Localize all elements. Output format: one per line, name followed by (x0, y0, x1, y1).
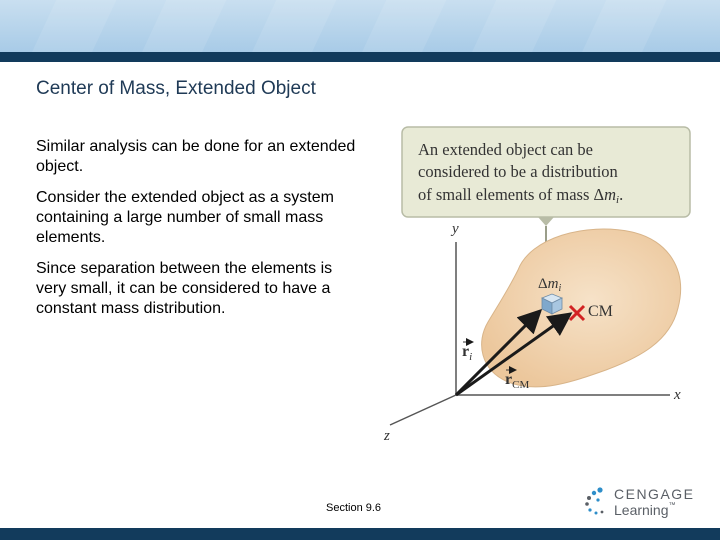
footer-rule (0, 528, 720, 540)
cengage-logo-sub (614, 502, 676, 518)
cengage-logo (584, 484, 694, 520)
paragraph: Similar analysis can be done for an extended object. (36, 138, 356, 175)
axis-label-y: y (452, 221, 459, 237)
header-band (0, 0, 720, 52)
svg-text:ri (462, 343, 472, 363)
paragraph: Since separation between the elements is very small, it can be considered to have a constant mass distribution. (36, 260, 333, 317)
slide-body (36, 137, 366, 330)
header-rule (0, 52, 720, 62)
r-i-subscript: i (469, 351, 473, 363)
svg-text:Δmi (538, 276, 562, 294)
callout-end: . (619, 185, 624, 204)
callout-line: An extended object can be (418, 140, 594, 159)
paragraph: Consider the extended object as a system containing a large number of small mass elements. (36, 189, 334, 246)
extended-object-figure (370, 120, 710, 450)
svg-text:of small elements of mass Δmi. (418, 185, 623, 206)
axis-label-x: x (674, 387, 681, 403)
slide-title: Center of Mass, Extended Object (36, 78, 316, 99)
callout-pointer (538, 217, 554, 226)
axis-label-z: z (384, 428, 390, 444)
callout-symbol: m (604, 185, 617, 204)
cm-label: CM (588, 303, 613, 320)
callout-subscript: i (616, 194, 620, 206)
cengage-logo-brand: CENGAGE (614, 486, 695, 502)
r-cm-label: r (505, 371, 513, 388)
cengage-logo-mark (584, 486, 610, 516)
element-label-m: m (547, 276, 559, 292)
section-label: Section 9.6 (326, 502, 382, 514)
svg-text:considered to be a distributio (418, 162, 618, 181)
r-cm-subscript: CM (512, 379, 530, 391)
z-axis (390, 395, 456, 425)
svg-text:An extended object can be (418, 140, 593, 159)
callout-line: considered to be a distribution (418, 162, 618, 181)
r-i-label: r (462, 343, 470, 360)
cengage-logo-tm: ™ (668, 502, 676, 509)
callout-line: of small elements of mass Δ (418, 185, 605, 204)
element-label-delta: Δ (538, 276, 548, 292)
element-label-sub: i (558, 283, 562, 294)
cengage-logo-sub-text: Learning (614, 502, 669, 518)
